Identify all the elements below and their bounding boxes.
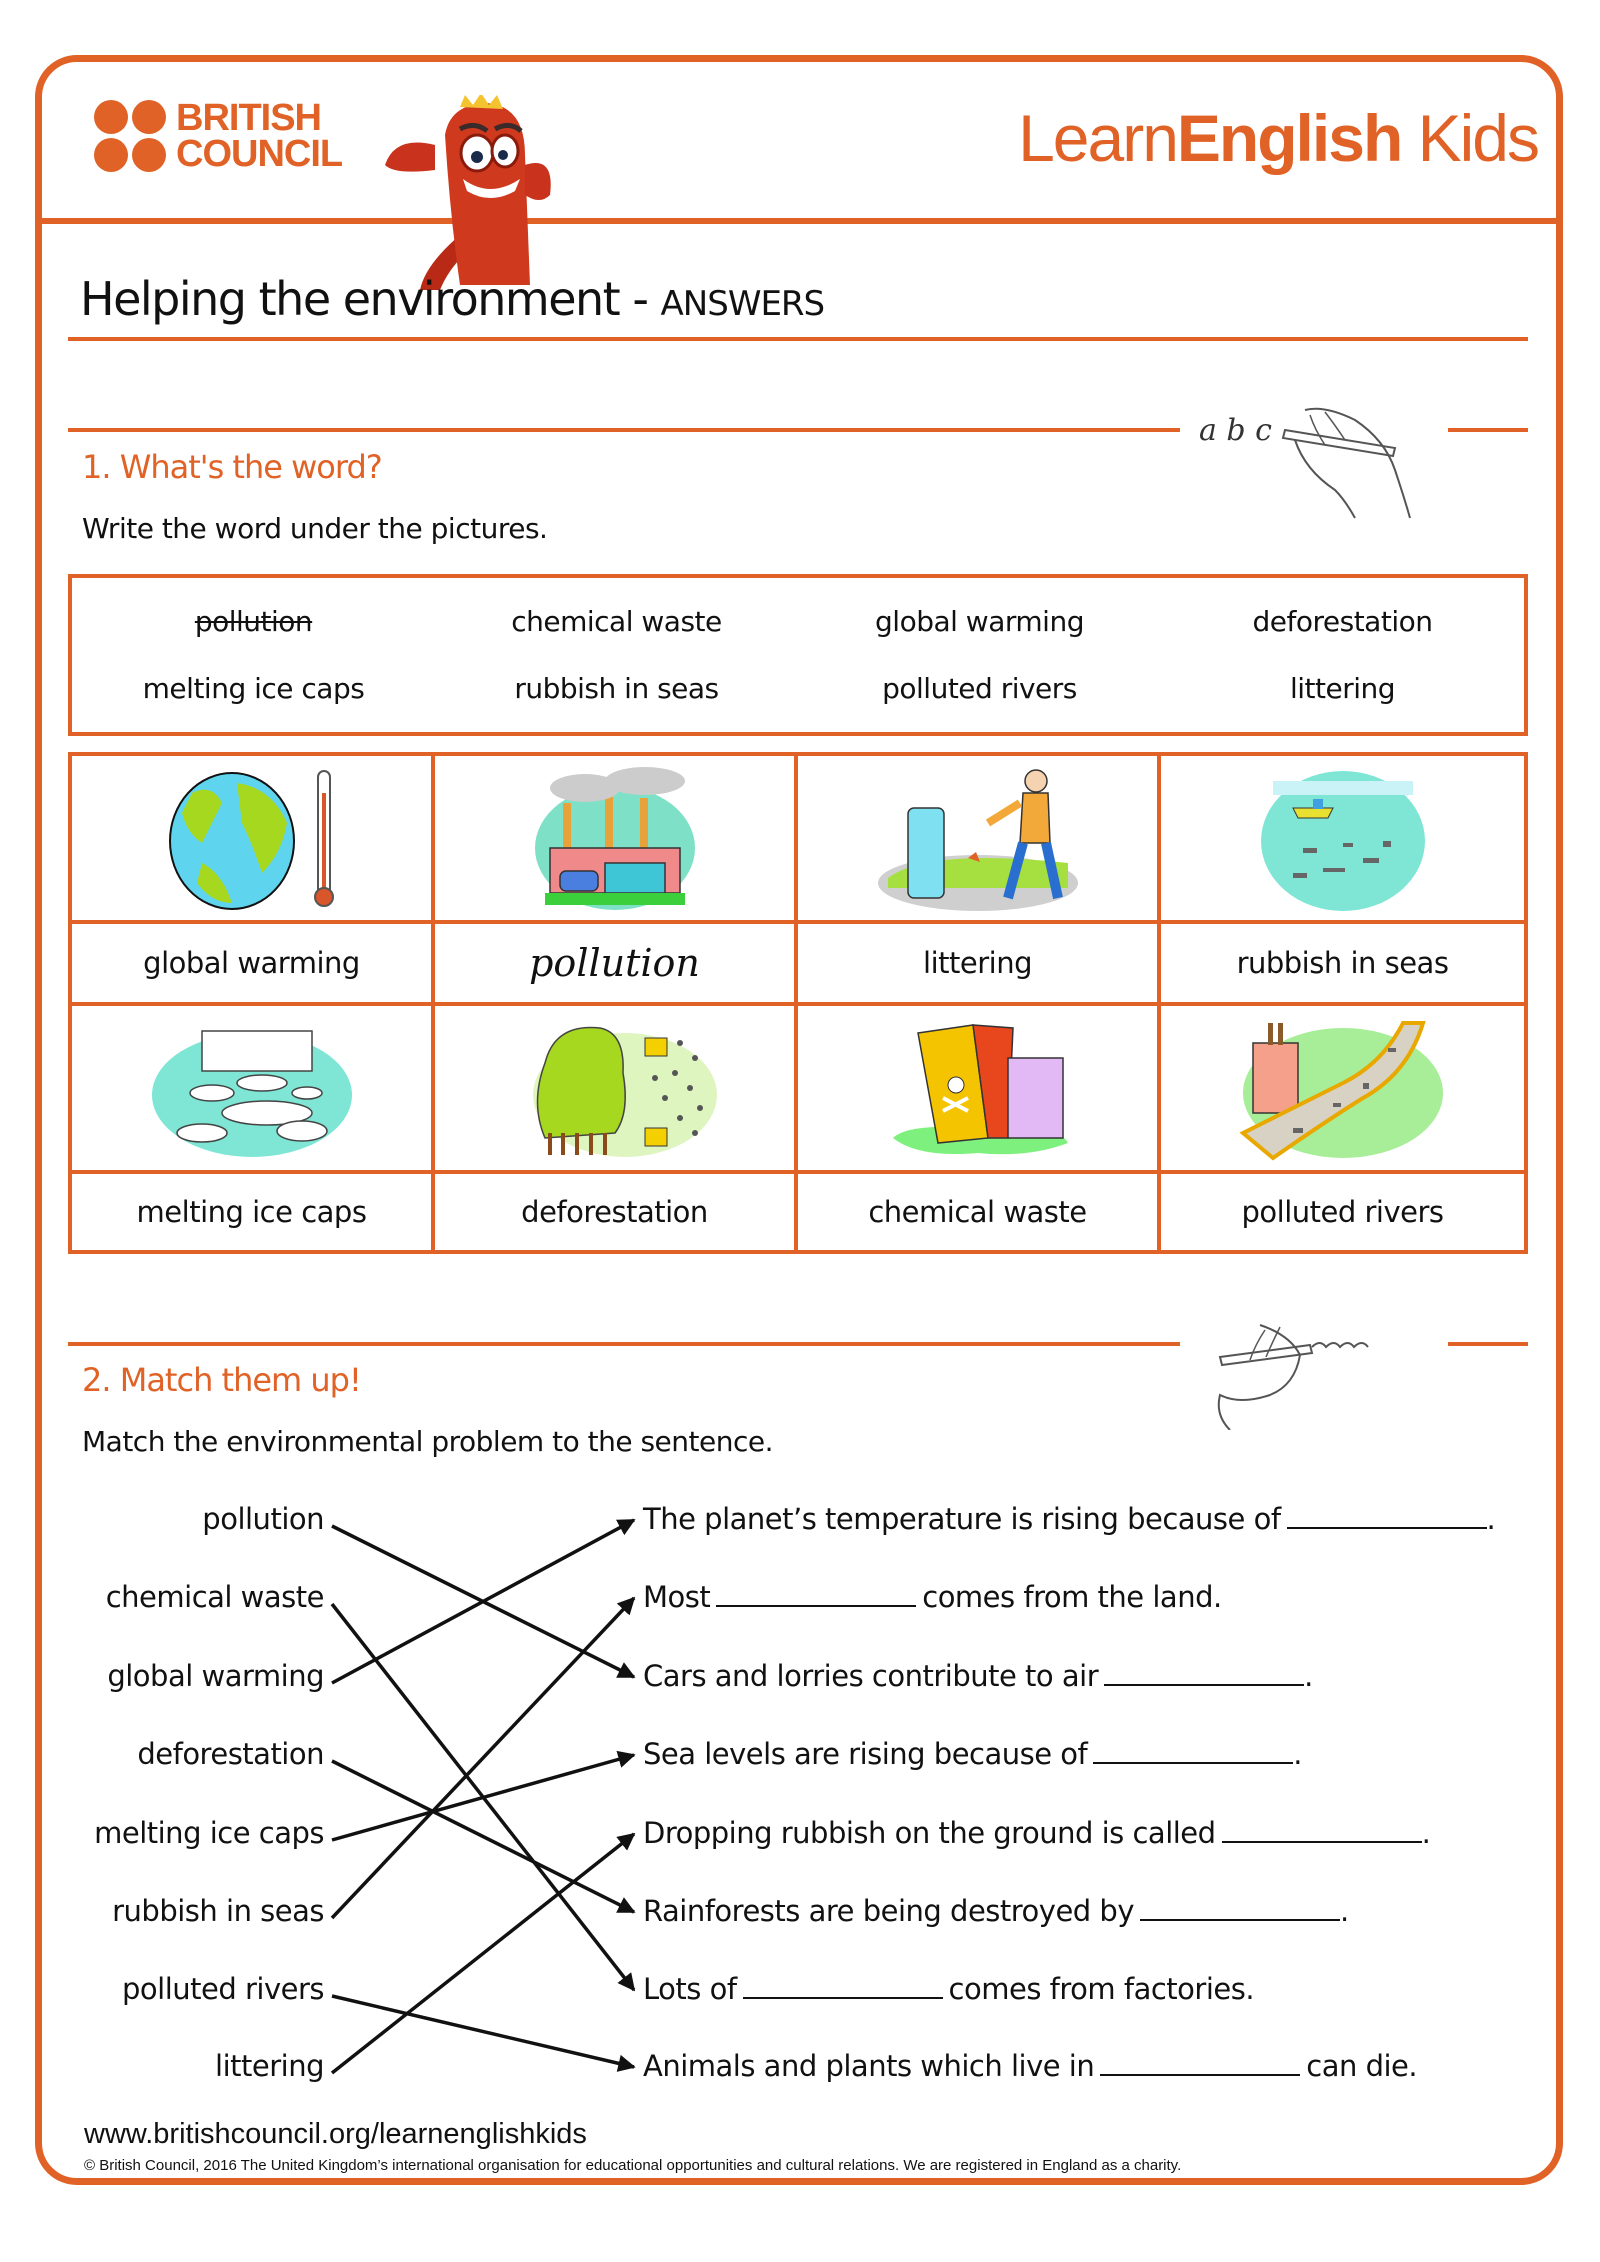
picture-label-cell xyxy=(798,924,1161,1006)
word-bank-item: global warming xyxy=(875,605,1084,638)
picture-cell xyxy=(798,1006,1161,1174)
footer-url[interactable]: www.britishcouncil.org/learnenglishkids xyxy=(84,2118,587,2150)
answer-blank[interactable] xyxy=(1222,1840,1422,1843)
section2-rule-right xyxy=(1448,1342,1528,1346)
picture-label: rubbish in seas xyxy=(1236,946,1449,980)
sentence-item[interactable] xyxy=(643,1502,1495,1536)
sentence-item[interactable] xyxy=(643,1816,1430,1850)
sea-rubbish-icon xyxy=(1233,763,1453,913)
sentence-before: Dropping rubbish on the ground is called xyxy=(643,1816,1216,1850)
answer-blank[interactable] xyxy=(716,1604,916,1607)
sentence-item[interactable] xyxy=(643,1737,1302,1771)
hand-writing-squiggle-icon xyxy=(1200,1315,1440,1430)
picture-label: deforestation xyxy=(521,1195,708,1229)
sentence-before: Lots of xyxy=(643,1972,737,2006)
sentence-item[interactable] xyxy=(643,2049,1417,2083)
answers-label: ANSWERS xyxy=(660,284,825,324)
section1-heading: 1. What's the word? xyxy=(82,448,382,486)
header-divider xyxy=(35,218,1563,224)
section2-heading: 2. Match them up! xyxy=(82,1361,361,1399)
answer-blank[interactable] xyxy=(1104,1683,1304,1686)
problem-item[interactable]: chemical waste xyxy=(105,1580,324,1614)
sentence-before: The planet’s temperature is rising because of xyxy=(643,1502,1281,1536)
monster-mascot-icon xyxy=(365,95,585,290)
sentence-item[interactable] xyxy=(643,1894,1349,1928)
title-underline xyxy=(68,337,1528,341)
problem-item[interactable]: rubbish in seas xyxy=(112,1894,324,1928)
answer-blank[interactable] xyxy=(1287,1526,1487,1529)
section2-instruction: Match the environmental problem to the sentence. xyxy=(82,1425,773,1458)
problem-item[interactable]: deforestation xyxy=(137,1737,324,1771)
picture-label: melting ice caps xyxy=(136,1195,367,1229)
picture-grid xyxy=(68,752,1528,1254)
polluted-river-icon xyxy=(1233,1013,1453,1163)
problem-item[interactable]: polluted rivers xyxy=(122,1972,324,2006)
picture-label: chemical waste xyxy=(868,1195,1087,1229)
page-title: Helping the environment - ANSWERS xyxy=(80,272,825,326)
problem-item[interactable]: global warming xyxy=(107,1659,324,1693)
problem-item[interactable]: littering xyxy=(215,2049,324,2083)
word-bank xyxy=(68,574,1528,736)
sentence-after: . xyxy=(1304,1659,1313,1693)
sentence-before: Cars and lorries contribute to air xyxy=(643,1659,1099,1693)
british-council-dots-icon xyxy=(94,100,166,172)
picture-label-handwritten: pollution xyxy=(529,941,700,985)
sentence-before: Sea levels are rising because of xyxy=(643,1737,1088,1771)
picture-label: global warming xyxy=(143,946,360,980)
picture-label-cell xyxy=(798,1174,1161,1250)
sentence-before: Animals and plants which live in xyxy=(643,2049,1095,2083)
picture-label-cell xyxy=(435,1174,798,1250)
sentence-after: . xyxy=(1293,1737,1302,1771)
sentence-after: can die. xyxy=(1306,2049,1418,2083)
word-bank-item: rubbish in seas xyxy=(514,672,719,705)
answer-blank[interactable] xyxy=(743,1996,943,1999)
sentence-after: comes from factories. xyxy=(948,1972,1255,2006)
section1-rule-left xyxy=(68,428,1180,432)
learnenglish-kids-logo: LearnEnglish Kids xyxy=(1018,101,1538,175)
answer-blank[interactable] xyxy=(1140,1918,1340,1921)
svg-text:a b c: a b c xyxy=(1199,413,1272,448)
picture-cell xyxy=(1161,1006,1524,1174)
hand-writing-abc-icon xyxy=(1195,400,1445,520)
word-bank-item: pollution xyxy=(194,605,313,638)
sentence-after: . xyxy=(1421,1816,1431,1850)
section1-instruction: Write the word under the pictures. xyxy=(82,512,548,545)
picture-label: polluted rivers xyxy=(1241,1195,1444,1229)
problem-item[interactable]: pollution xyxy=(202,1502,324,1536)
person-littering-icon xyxy=(868,763,1088,913)
picture-label-cell xyxy=(435,924,798,1006)
sentence-after: . xyxy=(1486,1502,1496,1536)
sentence-before: Rainforests are being destroyed by xyxy=(643,1894,1134,1928)
section1-rule-right xyxy=(1448,428,1528,432)
answer-blank[interactable] xyxy=(1100,2073,1300,2076)
picture-cell xyxy=(435,756,798,924)
sentence-after: . xyxy=(1340,1894,1349,1928)
picture-cell xyxy=(435,1006,798,1174)
word-bank-item: polluted rivers xyxy=(882,672,1077,705)
word-bank-item: chemical waste xyxy=(511,605,722,638)
footer-copyright: © British Council, 2016 The United Kingdom’s international organisation for educational opportunities and cultural relations. We are registered in England as a charity. xyxy=(84,2157,1182,2174)
sentence-item[interactable] xyxy=(643,1580,1222,1614)
melting-ice-icon xyxy=(142,1013,362,1163)
sentence-item[interactable] xyxy=(643,1972,1254,2006)
answer-blank[interactable] xyxy=(1093,1761,1293,1764)
picture-label-cell xyxy=(72,1174,435,1250)
brand-line-1: BRITISH xyxy=(176,97,321,139)
picture-label-cell xyxy=(1161,924,1524,1006)
picture-cell xyxy=(798,756,1161,924)
picture-cell xyxy=(72,756,435,924)
forest-bulldozer-icon xyxy=(505,1013,725,1163)
picture-label: littering xyxy=(923,946,1032,980)
word-bank-item: littering xyxy=(1289,672,1396,705)
sentence-after: comes from the land. xyxy=(922,1580,1222,1614)
picture-label-cell xyxy=(1161,1174,1524,1250)
globe-thermometer-icon xyxy=(142,763,362,913)
british-council-logo xyxy=(94,97,343,175)
chemical-barrels-icon xyxy=(868,1013,1088,1163)
section2-rule-left xyxy=(68,1342,1180,1346)
problem-item[interactable]: melting ice caps xyxy=(94,1816,324,1850)
factory-smoke-icon xyxy=(505,763,725,913)
picture-label-cell xyxy=(72,924,435,1006)
picture-cell xyxy=(72,1006,435,1174)
brand-line-2: COUNCIL xyxy=(176,133,343,175)
picture-cell xyxy=(1161,756,1524,924)
sentence-before: Most xyxy=(643,1580,711,1614)
sentence-item[interactable] xyxy=(643,1659,1313,1693)
word-bank-item: deforestation xyxy=(1252,605,1433,638)
word-bank-item: melting ice caps xyxy=(142,672,365,705)
